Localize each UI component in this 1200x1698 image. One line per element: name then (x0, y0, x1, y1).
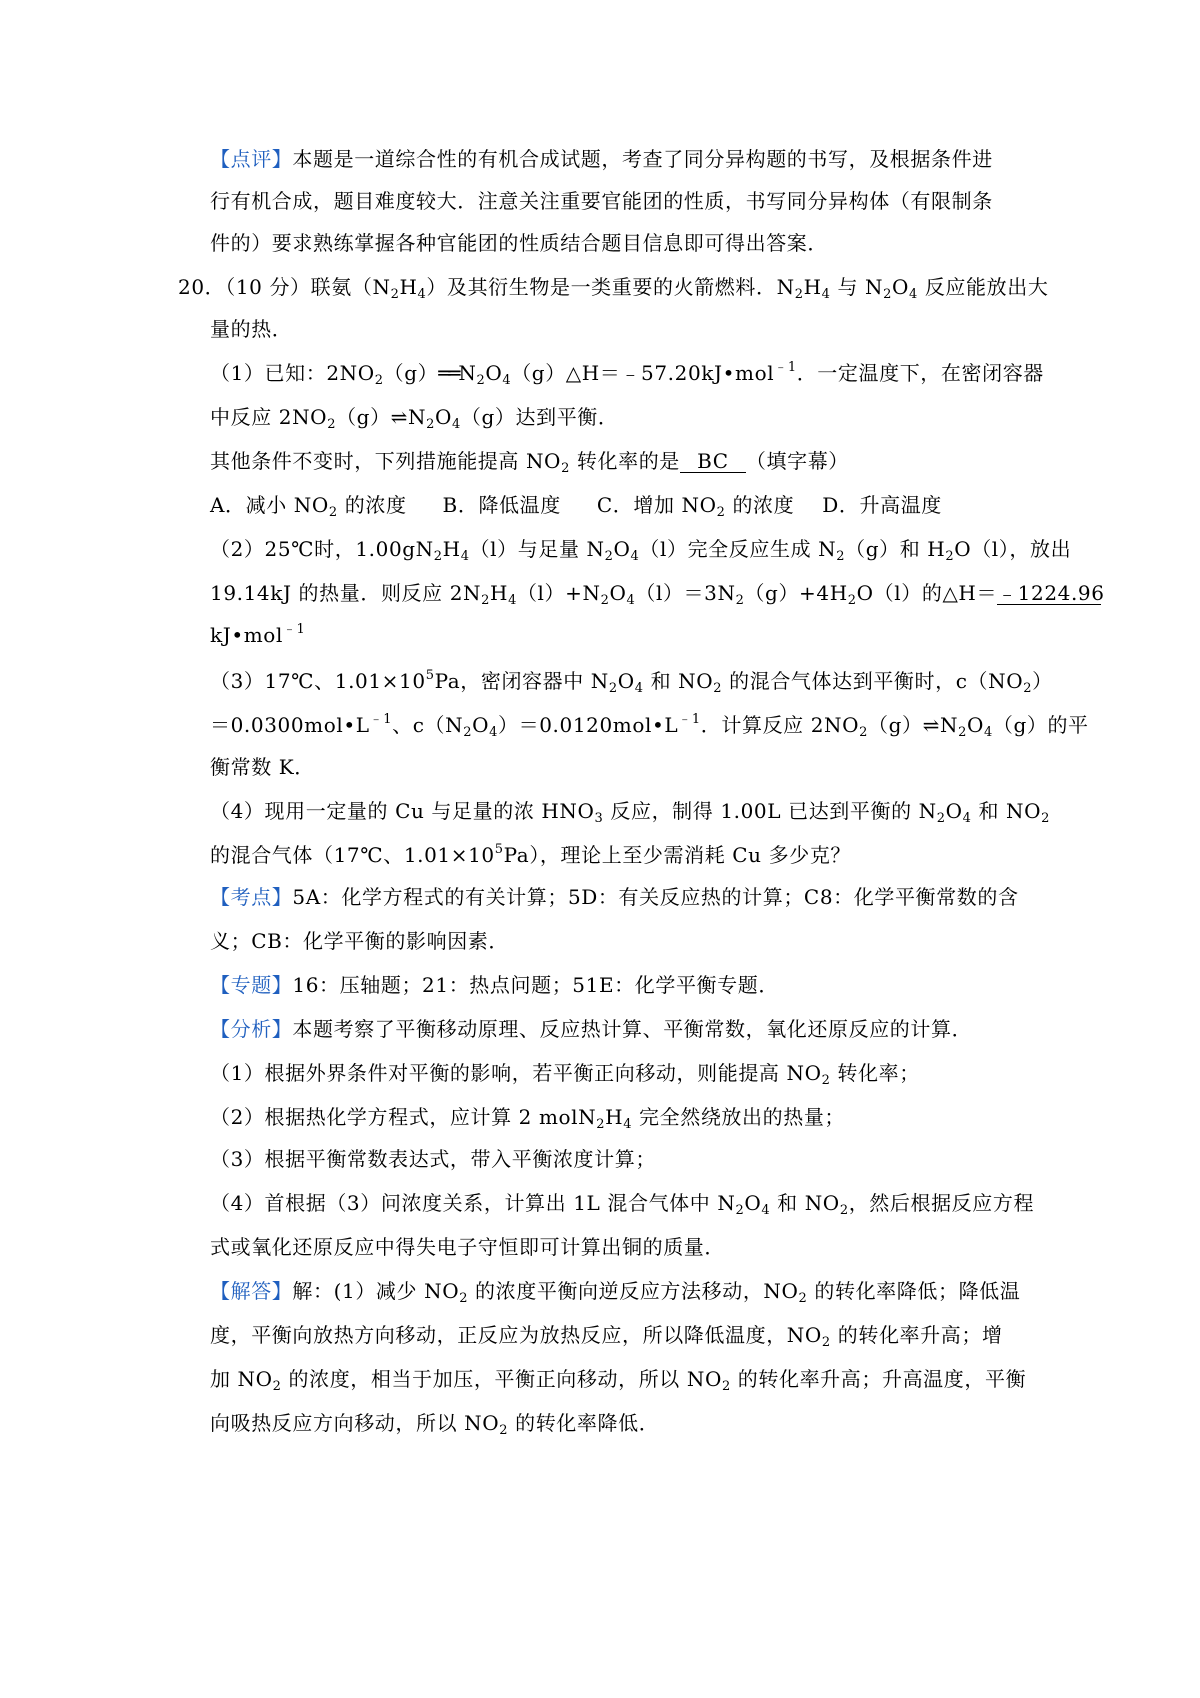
part2-line-1: （2）25℃时，$1.00gN_2H_4(l)$与足量 $N_2O_4(l)$完全反应生成 $N_2(g)$和 $H_2O(l)$，放出 (210, 537, 1072, 564)
fenxi-step-4-cont: 式或氧化还原反应中得失电子守恒即可计算出铜的质量． (210, 1235, 725, 1259)
fenxi-step-3: （3）根据平衡常数表达式，带入平衡浓度计算； (210, 1147, 656, 1171)
part4-line-1: （4）现用一定量的 Cu 与足量的浓 $HNO_3$ 反应，制得 1.00L 已达到平衡的 $N_2O_4$ 和 $NO_2$ (210, 799, 1050, 826)
fenxi-step-1: （1）根据外界条件对平衡的影响，若平衡正向移动，则能提高 $NO_2$ 转化率； (210, 1061, 920, 1088)
jieda-line-1: 【解答】解：(1）减少 $NO_2$ 的浓度平衡向逆反应方法移动，$NO_2$ 的转化率降低；降低温 (210, 1279, 1021, 1306)
part2-line-3: kJ•mol$^{﹣1}$ (210, 622, 306, 647)
part3-line-3: 衡常数 K． (210, 755, 315, 779)
kaodian-tag: 【考点】 (210, 885, 293, 909)
comment-tag: 【点评】 (210, 147, 293, 171)
zhuanti-line: 【专题】16：压轴题；21：热点问题；51E：化学平衡专题． (210, 973, 779, 997)
fenxi-line: 【分析】本题考察了平衡移动原理、反应热计算、平衡常数，氧化还原反应的计算． (210, 1017, 973, 1041)
comment-line-3: 件的）要求熟练掌握各种官能团的性质结合题目信息即可得出答案． (210, 231, 828, 255)
part1-line-3: 其他条件不变时，下列措施能提高 $NO_2$ 转化率的是 BC （填字幕） (210, 449, 849, 476)
jieda-line-2: 度，平衡向放热方向移动，正反应为放热反应，所以降低温度，$NO_2$ 的转化率升高；增 (210, 1323, 1003, 1350)
part3-line-1: （3）17℃、$1.01\times 10^5Pa$，密闭容器中 $N_2O_4$ 和 $NO_2$ 的混合气体达到平衡时，$c(NO_2)$ (210, 668, 1053, 696)
zhuanti-tag: 【专题】 (210, 973, 293, 997)
kaodian-line-2: 义；CB：化学平衡的影响因素． (210, 929, 509, 953)
part1-answer: BC (680, 450, 746, 473)
jieda-line-3: 加 $NO_2$ 的浓度，相当于加压，平衡正向移动，所以 $NO_2$ 的转化率升高；升高温度，平衡 (210, 1367, 1027, 1394)
part2-answer: ﹣1224.96 (997, 581, 1105, 605)
jieda-tag: 【解答】 (210, 1279, 293, 1303)
fenxi-step-2: （2）根据热化学方程式，应计算 2 $molN_2H_4$ 完全然绕放出的热量； (210, 1105, 846, 1132)
fenxi-step-4: （4）首根据（3）问浓度关系，计算出 1L 混合气体中 $N_2O_4$ 和 $NO_2$，然后根据反应方程 (210, 1191, 1035, 1218)
comment-line-1: 【点评】本题是一道综合性的有机合成试题，考查了同分异构题的书写，及根据条件进 (210, 147, 993, 171)
option-c: C．增加 $NO_2$ 的浓度 (596, 493, 795, 520)
comment-line-2: 行有机合成，题目难度较大．注意关注重要官能团的性质，书写同分异构体（有限制条 (210, 189, 993, 213)
jieda-line-4: 向吸热反应方向移动，所以 $NO_2$ 的转化率降低． (210, 1411, 660, 1438)
fenxi-tag: 【分析】 (210, 1017, 293, 1041)
option-a: A．减小 $NO_2$ 的浓度 (210, 493, 407, 520)
kaodian-line-1: 【考点】5A：化学方程式的有关计算；5D：有关反应热的计算；C8：化学平衡常数的含 (210, 885, 1019, 909)
option-d: D．升高温度 (822, 493, 942, 517)
option-b: B．降低温度 (442, 493, 561, 517)
question-title: 20．（10 分）联氨$(N_2H_4)$及其衍生物是一类重要的火箭燃料．$N_2H_4$ 与 $N_2O_4$ 反应能放出大 (178, 275, 1049, 302)
part2-line-2: 19.14kJ 的热量．则反应 $2N_2H_4(l)+N_2O_4(l)=3N_2(g)+4H_2O(l)$的△H＝﹣1224.96 (210, 581, 1105, 608)
part1-options (210, 492, 942, 518)
part3-line-2: $=0.0300mol•L^{﹣1}$、$c(N_2O_4)=0.0120mol•L^{﹣1}$．计算反应 $2NO_2(g)\rightleftharpoons N_2O_4(g)$的平 (210, 712, 1089, 740)
question-intro-2: 量的热． (210, 317, 293, 341)
part4-line-2: 的混合气体（17℃、$1.01\times 10^5Pa$），理论上至少需消耗 Cu 多少克？ (210, 842, 852, 867)
part1-line-1: （1）已知：$2NO_2(g)══N_2O_4(g)\triangle H=﹣57.20kJ•mol^{﹣1}$．一定温度下，在密闭容器 (210, 360, 1044, 388)
part1-line-2: 中反应 $2NO_2(g)\rightleftharpoons N_2O_4(g)$达到平衡． (210, 405, 619, 432)
